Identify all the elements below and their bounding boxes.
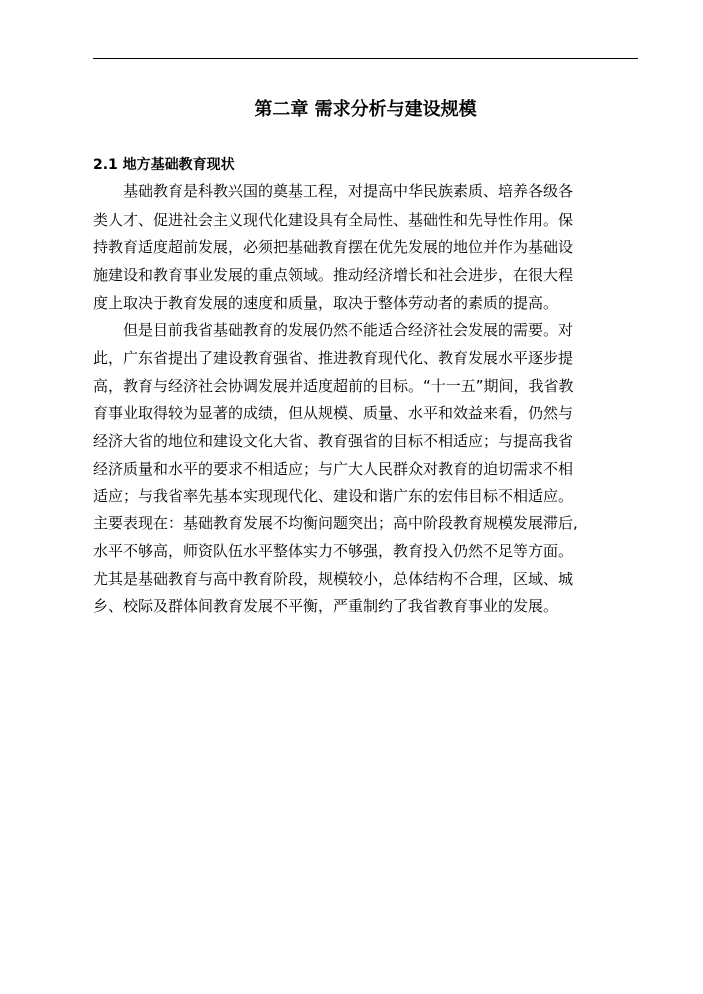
paragraph-2-line: 高，教育与经济社会协调发展并适度超前的目标。“十一五”期间，我省教 (93, 377, 574, 395)
paragraph-2-line: 尤其是基础教育与高中教育阶段，规模较小，总体结构不合理，区域、城 (93, 570, 574, 588)
paragraph-1-line: 持教育适度超前发展，必须把基础教育摆在优先发展的地位并作为基础设 (93, 238, 574, 256)
header-rule (93, 58, 638, 59)
paragraph-1-line: 基础教育是科教兴国的奠基工程，对提高中华民族素质、培养各级各 (123, 182, 574, 200)
paragraph-2-line: 但是目前我省基础教育的发展仍然不能适合经济社会发展的需要。对 (123, 321, 574, 339)
paragraph-1-line: 度上取决于教育发展的速度和质量，取决于整体劳动者的素质的提高。 (93, 294, 559, 312)
paragraph-1-line: 施建设和教育事业发展的重点领域。推动经济增长和社会进步，在很大程 (93, 266, 574, 284)
paragraph-2-line: 水平不够高，师资队伍水平整体实力不够强，教育投入仍然不足等方面。 (93, 542, 574, 560)
paragraph-2-line: 主要表现在：基础教育发展不均衡问题突出；高中阶段教育规模发展滞后, (93, 514, 578, 532)
paragraph-2-line: 经济大省的地位和建设文化大省、教育强省的目标不相适应；与提高我省 (93, 432, 574, 450)
section-heading: 2.1 地方基础教育现状 (93, 157, 235, 173)
paragraph-2-line: 经济质量和水平的要求不相适应；与广大人民群众对教育的迫切需求不相 (93, 460, 574, 478)
paragraph-2-line: 此，广东省提出了建设教育强省、推进教育现代化、教育发展水平逐步提 (93, 349, 574, 367)
chapter-title: 第二章 需求分析与建设规模 (254, 99, 477, 120)
paragraph-1-line: 类人才、促进社会主义现代化建设具有全局性、基础性和先导性作用。保 (93, 211, 574, 229)
paragraph-2-line: 适应；与我省率先基本实现现代化、建设和谐广东的宏伟目标不相适应。 (93, 487, 574, 505)
paragraph-2-line: 育事业取得较为显著的成绩，但从规模、质量、水平和效益来看，仍然与 (93, 404, 574, 422)
paragraph-2-line: 乡、校际及群体间教育发展不平衡，严重制约了我省教育事业的发展。 (93, 597, 559, 615)
